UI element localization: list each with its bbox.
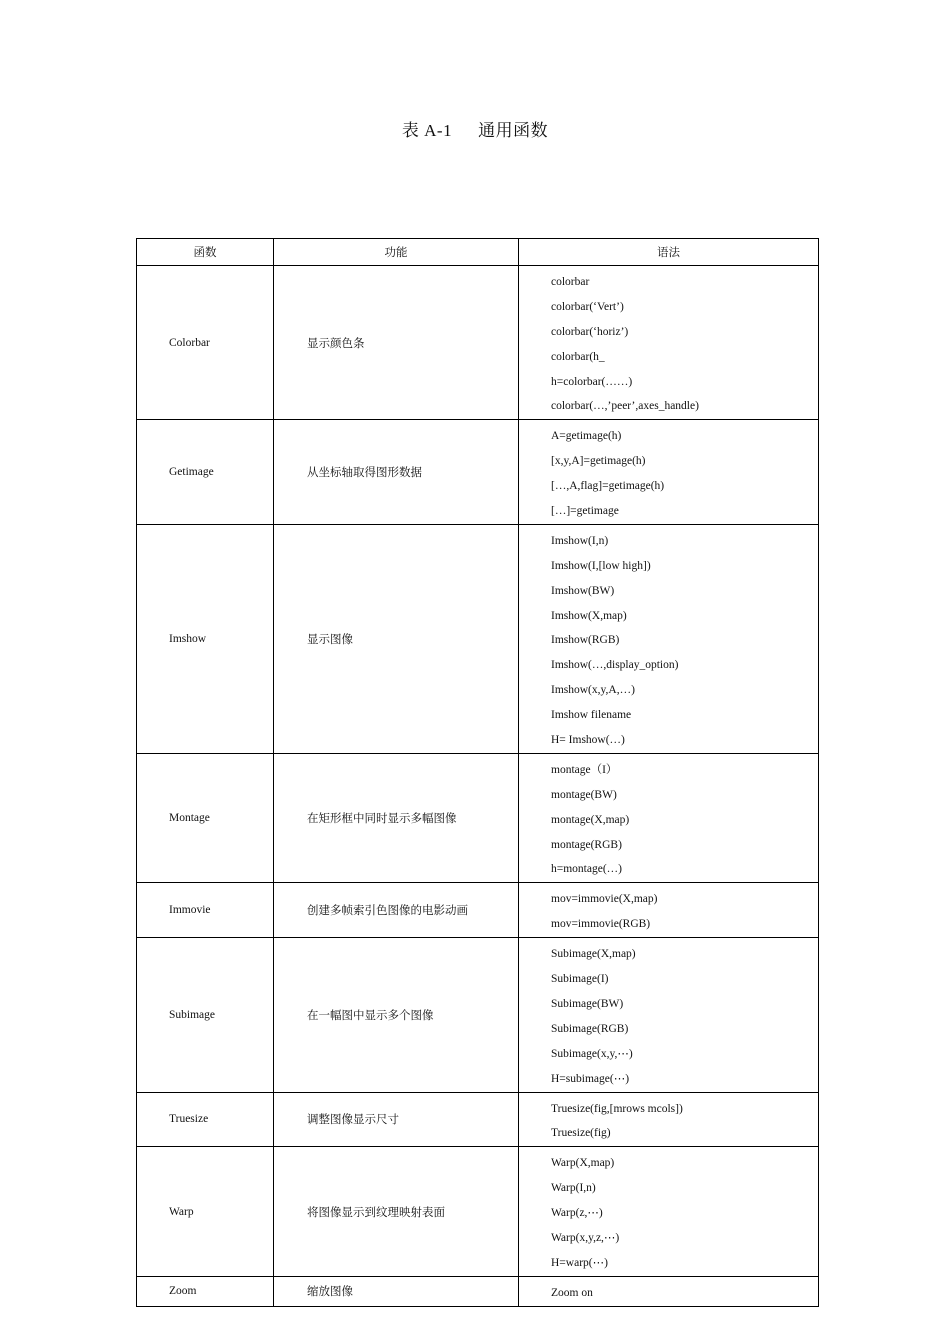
function-name: Truesize	[137, 1092, 274, 1147]
page-title	[0, 116, 950, 141]
syntax-line: H=warp(⋯)	[551, 1256, 608, 1269]
syntax-line: […]=getimage	[551, 505, 619, 518]
syntax-cell	[519, 1092, 819, 1147]
table-header-row	[137, 239, 819, 266]
syntax-line: Warp(z,⋯)	[551, 1207, 603, 1220]
syntax-line: [x,y,A]=getimage(h)	[551, 455, 646, 468]
function-description: 在一幅图中显示多个图像	[274, 938, 519, 1092]
function-description: 将图像显示到纹理映射表面	[274, 1147, 519, 1276]
syntax-line: Imshow(X,map)	[551, 609, 627, 622]
syntax-cell	[519, 1276, 819, 1306]
table-row	[137, 938, 819, 1092]
syntax-line: Warp(I,n)	[551, 1182, 596, 1195]
syntax-line: h=colorbar(……)	[551, 375, 633, 388]
syntax-line: Imshow(…,display_option)	[551, 659, 679, 672]
syntax-line: Zoom on	[551, 1286, 593, 1299]
syntax-line: montage（I）	[551, 763, 618, 776]
table-row	[137, 420, 819, 525]
function-description: 显示颜色条	[274, 266, 519, 420]
syntax-line: Warp(X,map)	[551, 1157, 615, 1170]
table-row	[137, 524, 819, 753]
function-description: 调整图像显示尺寸	[274, 1092, 519, 1147]
syntax-cell	[519, 524, 819, 753]
table-row	[137, 753, 819, 882]
function-name: Getimage	[137, 420, 274, 525]
syntax-line: Subimage(RGB)	[551, 1022, 629, 1035]
syntax-line: Imshow(BW)	[551, 584, 615, 597]
syntax-line: Subimage(x,y,⋯)	[551, 1047, 633, 1060]
function-name: Subimage	[137, 938, 274, 1092]
syntax-line: colorbar	[551, 276, 590, 288]
syntax-line: Truesize(fig,[mrows mcols])	[551, 1102, 683, 1115]
syntax-cell	[519, 1147, 819, 1276]
table-row	[137, 266, 819, 420]
functions-table	[136, 238, 819, 1307]
function-name: Montage	[137, 753, 274, 882]
table-row	[137, 1147, 819, 1276]
syntax-cell	[519, 266, 819, 420]
syntax-line: h=montage(…)	[551, 863, 622, 876]
syntax-line: colorbar(…,’peer’,axes_handle)	[551, 400, 699, 413]
syntax-line: Imshow(I,[low high])	[551, 559, 651, 572]
function-description: 在矩形框中同时显示多幅图像	[274, 753, 519, 882]
function-name: Zoom	[137, 1276, 274, 1306]
function-name: Warp	[137, 1147, 274, 1276]
table-row	[137, 1276, 819, 1306]
syntax-cell	[519, 753, 819, 882]
syntax-line: H=subimage(⋯)	[551, 1072, 630, 1085]
function-name: Immovie	[137, 883, 274, 938]
syntax-line: Imshow(x,y,A,…)	[551, 684, 635, 697]
function-description: 创建多帧索引色图像的电影动画	[274, 883, 519, 938]
syntax-cell	[519, 938, 819, 1092]
table-number: 表 A-1	[401, 121, 453, 140]
syntax-line: montage(X,map)	[551, 813, 630, 826]
syntax-line: Subimage(BW)	[551, 997, 624, 1010]
table-title: 通用函数	[478, 121, 549, 140]
syntax-line: Subimage(I)	[551, 973, 609, 986]
syntax-line: Subimage(X,map)	[551, 948, 636, 961]
syntax-line: […,A,flag]=getimage(h)	[551, 480, 665, 493]
syntax-line: mov=immovie(X,map)	[551, 893, 658, 906]
header-syntax: 语法	[519, 239, 819, 266]
syntax-line: Warp(x,y,z,⋯)	[551, 1231, 620, 1244]
header-purpose: 功能	[274, 239, 519, 266]
table-row	[137, 1092, 819, 1147]
header-function: 函数	[137, 239, 274, 266]
syntax-line: Imshow(RGB)	[551, 634, 620, 647]
syntax-line: montage(BW)	[551, 788, 617, 801]
syntax-line: colorbar(h_	[551, 350, 605, 363]
function-name: Colorbar	[137, 266, 274, 420]
syntax-line: colorbar(‘horiz’)	[551, 325, 629, 338]
syntax-line: montage(RGB)	[551, 838, 622, 851]
syntax-line: Truesize(fig)	[551, 1127, 611, 1140]
table-row	[137, 883, 819, 938]
function-description: 缩放图像	[274, 1276, 519, 1306]
syntax-cell	[519, 420, 819, 525]
function-name: Imshow	[137, 524, 274, 753]
syntax-cell	[519, 883, 819, 938]
function-description: 显示图像	[274, 524, 519, 753]
syntax-line: A=getimage(h)	[551, 430, 622, 443]
syntax-line: Imshow(I,n)	[551, 534, 609, 547]
syntax-line: mov=immovie(RGB)	[551, 918, 651, 931]
syntax-line: H= Imshow(…)	[551, 734, 625, 747]
syntax-line: Imshow filename	[551, 709, 632, 722]
function-description: 从坐标轴取得图形数据	[274, 420, 519, 525]
syntax-line: colorbar(‘Vert’)	[551, 300, 624, 313]
